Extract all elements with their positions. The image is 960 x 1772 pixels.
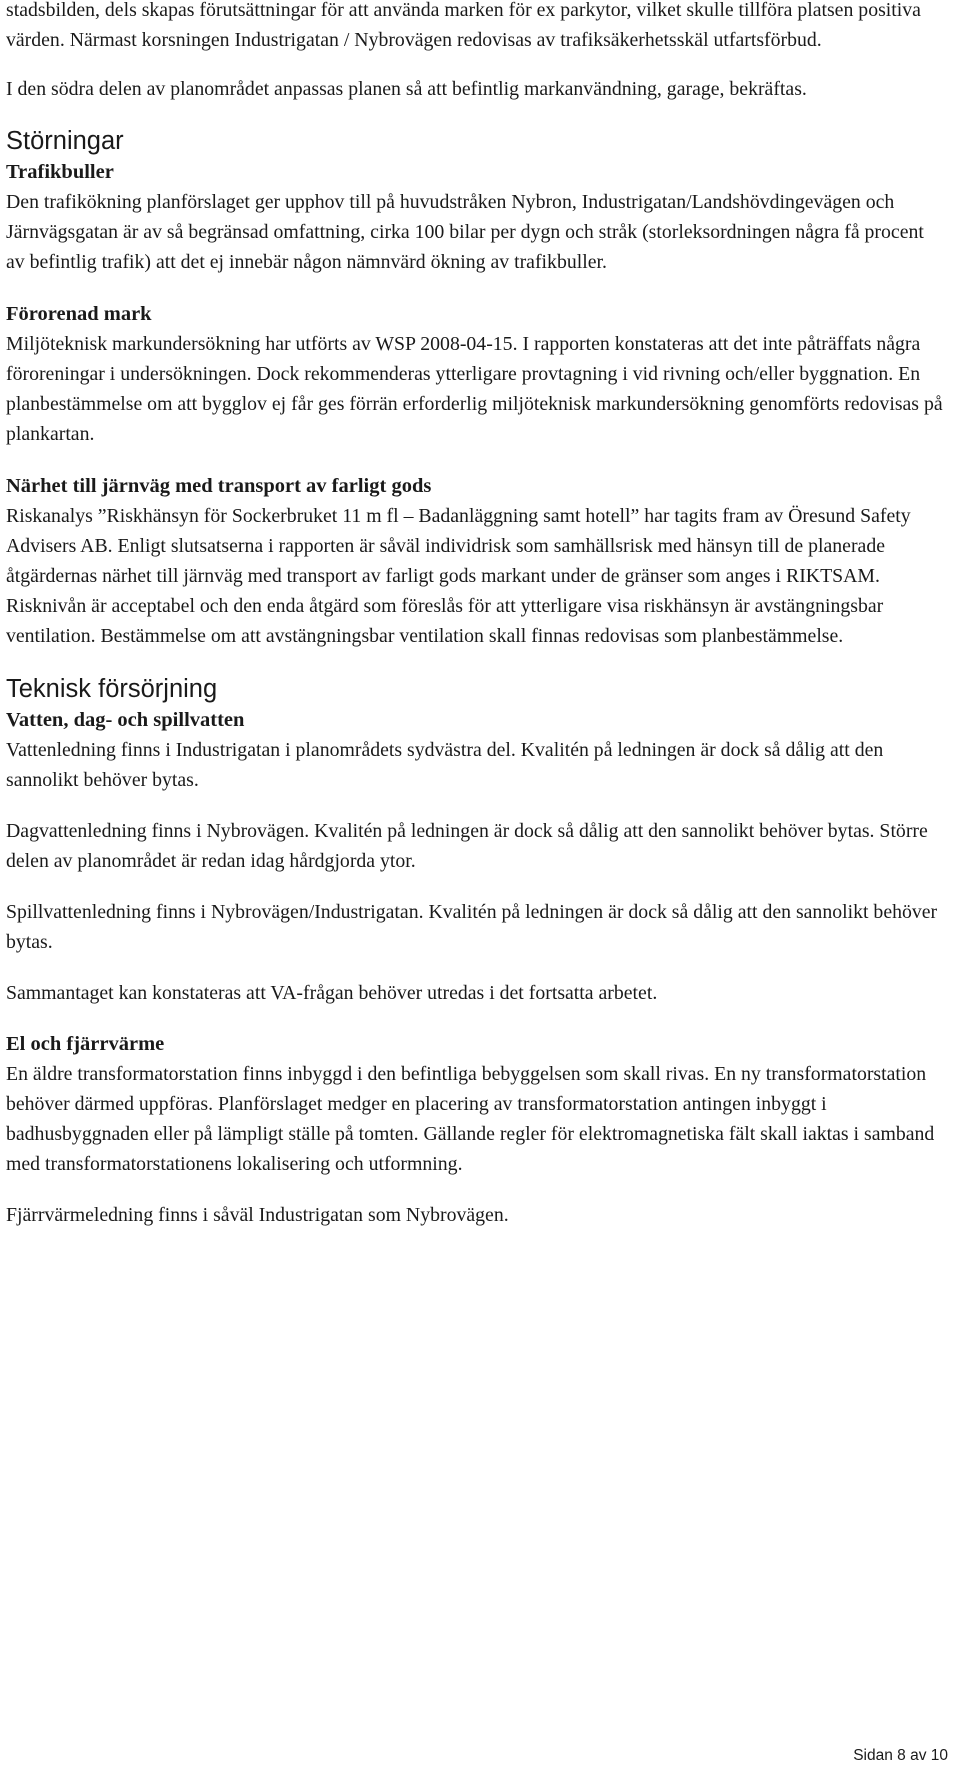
heading-trafikbuller: Trafikbuller	[6, 161, 114, 183]
paragraph-el: En äldre transformatorstation finns inbyggd i den befintliga bebyggelsen som skall rivas. En ny transformatorstation behöver därmed uppföras. Planförslaget medger en placering av transformatorstation antingen inbyggt i badhusbyggnaden eller på lämpligt ställe på tomten. Gällande regler för elektromagnetiska fält skall iaktas i samband med transformatorstationens lokalisering och utformning.	[6, 1063, 935, 1175]
paragraph-vattenledning: Vattenledning finns i Industrigatan i planområdets sydvästra del. Kvalitén på ledningen är dock så dålig att den sannolikt behöver bytas.	[6, 739, 884, 791]
heading-narhet-jarnvag: Närhet till järnväg med transport av farligt gods	[6, 475, 432, 497]
heading-fororenad-mark: Förorenad mark	[6, 303, 152, 325]
paragraph-sammantaget: Sammantaget kan konstateras att VA-frågan behöver utredas i det fortsatta arbetet.	[6, 982, 658, 1004]
heading-teknisk-forsorjning: Teknisk försörjning	[6, 675, 218, 703]
document-page	[6, 0, 946, 1230]
paragraph-narhet-jarnvag: Riskanalys ”Riskhänsyn för Sockerbruket 11 m fl – Badanläggning samt hotell” har tagits fram av Öresund Safety Advisers AB. Enligt slutsatserna i rapporten är såväl individrisk som samhällsrisk med hänsyn till de planerade åtgärdernas närhet till järnväg med transport av farligt gods markant under de gränser som anges i RIKTSAM. Risknivån är acceptabel och den enda åtgärd som föreslås för att ytterligare visa riskhänsyn är avstängningsbar ventilation. Bestämmelse om att avstängningsbar ventilation skall finnas redovisas som planbestämmelse.	[6, 505, 911, 647]
page-number: Sidan 8 av 10	[853, 1747, 948, 1764]
paragraph-spillvatten: Spillvattenledning finns i Nybrovägen/Industrigatan. Kvalitén på ledningen är dock så dålig att den sannolikt behöver bytas.	[6, 901, 938, 953]
heading-vatten: Vatten, dag- och spillvatten	[6, 709, 245, 731]
heading-el-fjarrvarme: El och fjärrvärme	[6, 1033, 165, 1055]
paragraph-trafikbuller: Den trafikökning planförslaget ger upphov till på huvudstråken Nybron, Industrigatan/Landshövdingevägen och Järnvägsgatan är av så begränsad omfattning, cirka 100 bilar per dygn och stråk (storleksordningen några få procent av befintlig trafik) att det ej innebär någon nämnvärd ökning av trafikbuller.	[6, 191, 924, 273]
heading-storningar: Störningar	[6, 127, 124, 155]
paragraph-intro: stadsbilden, dels skapas förutsättningar för att använda marken för ex parkytor, vilket skulle tillföra platsen positiva värden. Närmast korsningen Industrigatan / Nybrovägen redovisas av trafiksäkerhetsskäl utfartsförbud.	[6, 0, 921, 51]
paragraph-fororenad-mark: Miljöteknisk markundersökning har utförts av WSP 2008-04-15. I rapporten konstateras att det inte påträffats några föroreningar i undersökningen. Dock rekommenderas ytterligare provtagning i vid rivning och/eller byggnation. En planbestämmelse om att bygglov ej får ges förrän erforderlig miljöteknisk markundersökning genomförts redovisas på plankartan.	[6, 333, 943, 445]
paragraph-dagvatten: Dagvattenledning finns i Nybrovägen. Kvalitén på ledningen är dock så dålig att den sannolikt behöver bytas. Större delen av planområdet är redan idag hårdgjorda ytor.	[6, 820, 928, 872]
paragraph-fjarrvarme: Fjärrvärmeledning finns i såväl Industrigatan som Nybrovägen.	[6, 1204, 509, 1226]
paragraph-sodra-delen: I den södra delen av planområdet anpassas planen så att befintlig markanvändning, garage, bekräftas.	[6, 78, 807, 100]
